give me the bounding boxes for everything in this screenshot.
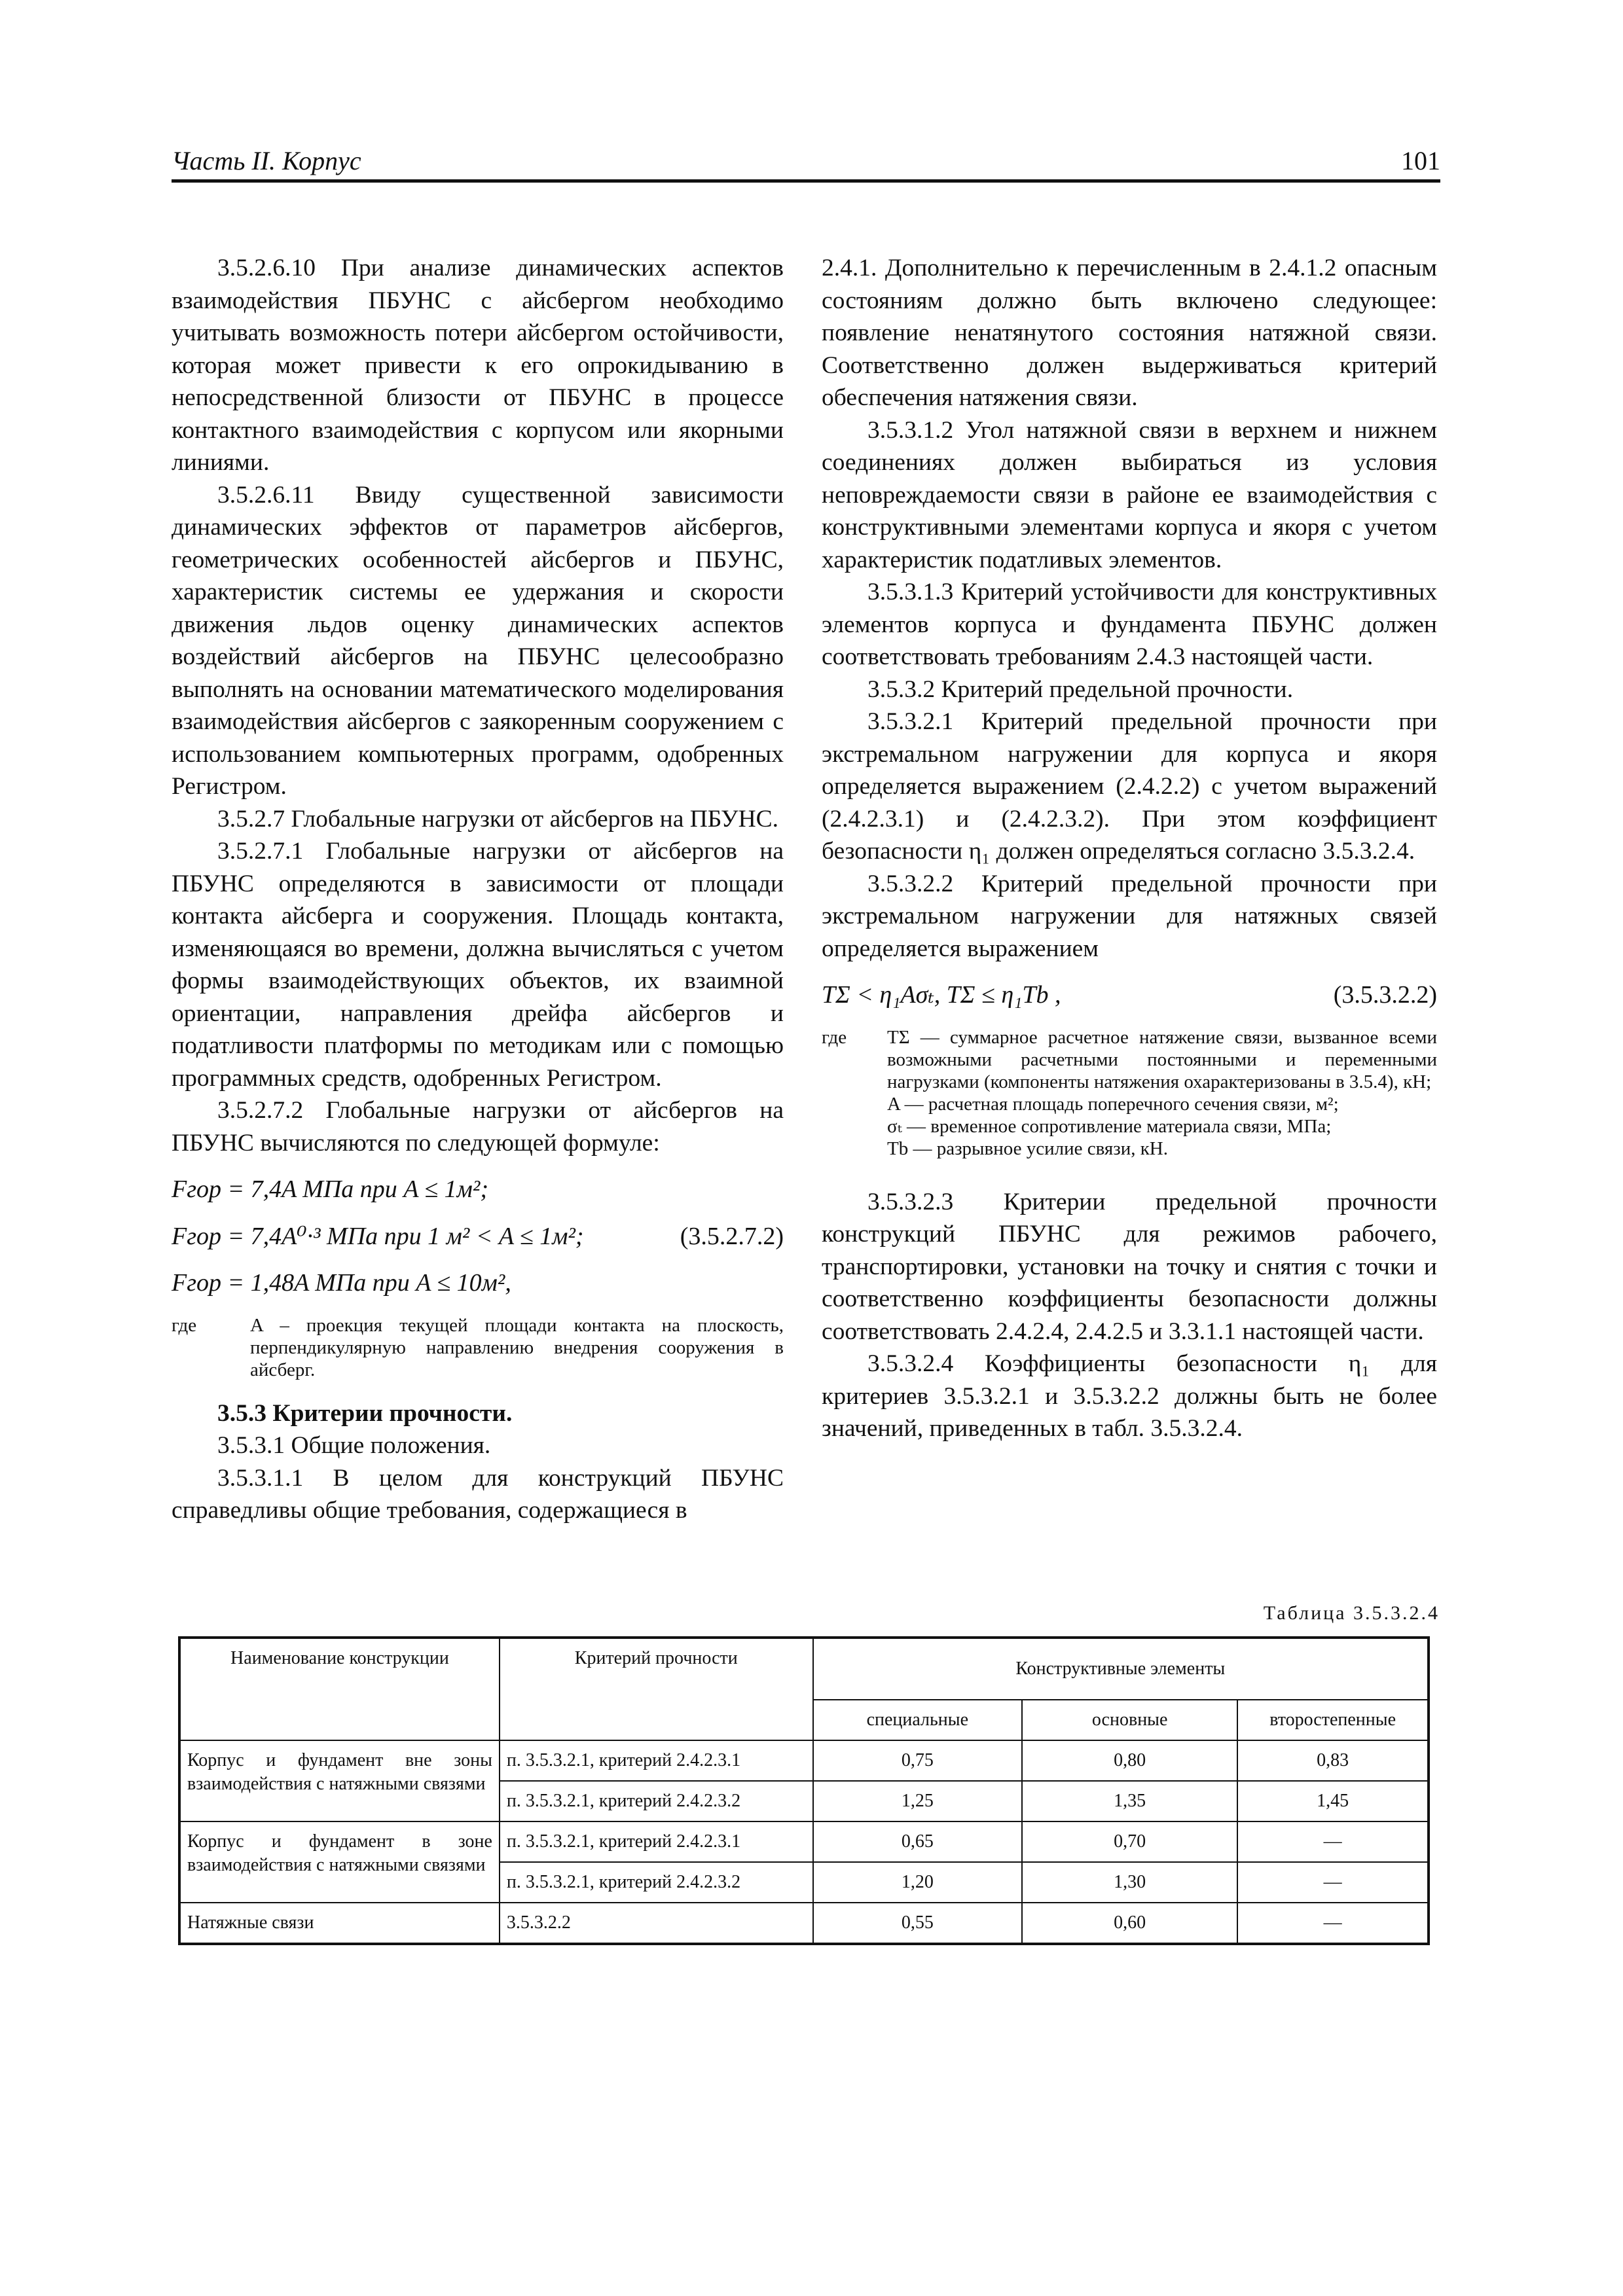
paragraph: 3.5.2.7.1 Глобальные нагрузки от айсбергов на ПБУНС определяются в зависимости от площади контакта айсберга и сооружения. Площадь контакта, изменяющаяся во времени, должна вычисляться с учетом формы взаимодействующих объектов, их взаимной ориентации, направления дрейфа айсбергов и податливости платформы по методикам или с помощью программных средств, одобренных Регистром. <box>172 838 784 1092</box>
table-cell: 1,45 <box>1237 1781 1429 1821</box>
table-cell: — <box>1237 1862 1429 1903</box>
table-cell: п. 3.5.3.2.1, критерий 2.4.2.3.2 <box>500 1781 813 1821</box>
safety-factor-table <box>178 1636 1430 1945</box>
formula: TΣ < η₁Aσₜ, TΣ ≤ η₁Tb , <box>822 981 1061 1009</box>
column-header: второстепенные <box>1237 1700 1429 1740</box>
definition: Tb — разрывное усилие связи, кН. <box>887 1138 1168 1159</box>
left-column <box>172 252 784 1527</box>
definition-row <box>822 1026 1437 1093</box>
section-heading: 3.5.3 Критерии прочности. <box>217 1399 513 1427</box>
right-column <box>822 252 1437 1445</box>
table-cell: — <box>1237 1821 1429 1862</box>
section-heading: 3.5.2.7 Глобальные нагрузки от айсбергов на ПБУНС. <box>217 805 779 833</box>
formula: Fгор = 7,4A МПа при A ≤ 1м²; <box>172 1175 488 1203</box>
table-row <box>179 1821 1429 1862</box>
paragraph: 3.5.3.2.4 Коэффициенты безопасности η₁ для критериев 3.5.3.2.1 и 3.5.3.2.2 должны быть не более значений, приведенных в табл. 3.5.3.2.4. <box>822 1350 1437 1442</box>
column-header: Конструктивные элементы <box>813 1638 1429 1700</box>
formula-line <box>172 1267 784 1300</box>
table-cell: п. 3.5.3.2.1, критерий 2.4.2.3.1 <box>500 1821 813 1862</box>
paragraph: 3.5.3.2.2 Критерий предельной прочности при экстремальном нагружении для натяжных связей определяется выражением <box>822 870 1437 962</box>
formula-line <box>822 979 1437 1012</box>
table-cell: 1,25 <box>813 1781 1022 1821</box>
table-cell: 0,60 <box>1022 1903 1237 1944</box>
table-row <box>179 1903 1429 1944</box>
table-cell: 1,30 <box>1022 1862 1237 1903</box>
table-cell: 0,83 <box>1237 1740 1429 1781</box>
column-header: специальные <box>813 1700 1022 1740</box>
where-block <box>172 1314 784 1381</box>
table-cell: Корпус и фундамент вне зоны взаимодействия с натяжными связями <box>179 1740 500 1821</box>
paragraph: 2.4.1. Дополнительно к перечисленным в 2.4.1.2 опасным состояниям должно быть включено следующее: появление ненатянутого состояния натяжной связи. Соответственно должен выдерживаться критерий обеспечения натяжения связи. <box>822 255 1437 411</box>
formula: Fгор = 1,48A МПа при A ≤ 10м², <box>172 1269 511 1297</box>
table-cell: 1,20 <box>813 1862 1022 1903</box>
section-heading: 3.5.3.2 Критерий предельной прочности. <box>867 675 1294 703</box>
running-title: Часть II. Корпус <box>172 146 361 175</box>
formula-number: (3.5.2.7.2) <box>680 1222 784 1250</box>
paragraph: 3.5.3.1.3 Критерий устойчивости для конструктивных элементов корпуса и фундамента ПБУНС должен соответствовать требованиям 2.4.3 настоящей части. <box>822 579 1437 670</box>
table-caption: Таблица 3.5.3.2.4 <box>1263 1602 1440 1624</box>
column-header: основные <box>1022 1700 1237 1740</box>
table-cell: 0,75 <box>813 1740 1022 1781</box>
definition: TΣ — суммарное расчетное натяжение связи, вызванное всеми возможными расчетными постоянными и переменными нагрузками (компоненты натяжения охарактеризованы в 3.5.4), кН; <box>887 1026 1437 1092</box>
table-cell: 0,80 <box>1022 1740 1237 1781</box>
definition-row <box>822 1115 1437 1138</box>
table-cell: 3.5.3.2.2 <box>500 1903 813 1944</box>
formula-number: (3.5.3.2.2) <box>1333 981 1437 1009</box>
paragraph: 3.5.3.1.2 Угол натяжной связи в верхнем и нижнем соединениях должен выбираться из условия неповреждаемости связи в районе ее взаимодействия с конструктивными элементами корпуса и якоря с учетом характеристик податливых элементов. <box>822 416 1437 573</box>
page-header <box>172 145 1440 183</box>
paragraph: 3.5.2.7.2 Глобальные нагрузки от айсбергов на ПБУНС вычисляются по следующей формуле: <box>172 1097 784 1157</box>
table-cell: 0,70 <box>1022 1821 1237 1862</box>
column-header: Наименование конструкции <box>179 1638 500 1740</box>
table-row <box>179 1740 1429 1781</box>
paragraph: 3.5.3.1.1 В целом для конструкций ПБУНС справедливы общие требования, содержащиеся в <box>172 1464 784 1524</box>
table-cell: 0,65 <box>813 1821 1022 1862</box>
where-label: где <box>822 1026 847 1048</box>
paragraph: 3.5.2.6.11 Ввиду существенной зависимости динамических эффектов от параметров айсбергов, геометрических особенностей айсбергов и ПБУНС, характеристик системы ее удержания и скорости движения льдов оценку динамических аспектов воздействий айсбергов на ПБУНС целесообразно выполнять на основании математического моделирования взаимодействия айсбергов с заякоренным сооружением с использованием компьютерных программ, одобренных Регистром. <box>172 481 784 800</box>
where-definition: A – проекция текущей площади контакта на плоскость, перпендикулярную направлению внедрения сооружения в айсберг. <box>250 1314 784 1380</box>
paragraph: 3.5.3.2.3 Критерии предельной прочности конструкций ПБУНС для режимов рабочего, транспортировки, установки на точку и снятия с точки и соответственно коэффициенты безопасности должны соответствовать 2.4.2.4, 2.4.2.5 и 3.3.1.1 настоящей части. <box>822 1188 1437 1345</box>
paragraph: 3.5.3.2.1 Критерий предельной прочности при экстремальном нагружении для корпуса и якоря определяется выражением (2.4.2.2) с учетом выражений (2.4.2.3.1) и (2.4.2.3.2). При этом коэффициент безопасности η₁ должен определяться согласно 3.5.3.2.4. <box>822 708 1437 865</box>
formula-line <box>172 1221 784 1253</box>
definition-row <box>822 1138 1437 1160</box>
column-header: Критерий прочности <box>500 1638 813 1740</box>
table-cell: 0,55 <box>813 1903 1022 1944</box>
definitions-block <box>822 1026 1437 1160</box>
paragraph: 3.5.2.6.10 При анализе динамических аспектов взаимодействия ПБУНС с айсбергом необходимо учитывать возможность потери айсбергом остойчивости, которая может привести к его опрокидыванию в непосредственной близости от ПБУНС в процессе контактного взаимодействия с корпусом или якорными линиями. <box>172 255 784 476</box>
table-cell: — <box>1237 1903 1429 1944</box>
where-label: где <box>172 1314 197 1336</box>
table-cell: п. 3.5.3.2.1, критерий 2.4.2.3.2 <box>500 1862 813 1903</box>
table-cell: Натяжные связи <box>179 1903 500 1944</box>
formula: Fгор = 7,4A⁰·³ МПа при 1 м² < A ≤ 1м²; <box>172 1222 584 1250</box>
definition: σₜ — временное сопротивление материала связи, МПа; <box>887 1115 1332 1137</box>
table-cell: п. 3.5.3.2.1, критерий 2.4.2.3.1 <box>500 1740 813 1781</box>
table-cell: 1,35 <box>1022 1781 1237 1821</box>
section-heading: 3.5.3.1 Общие положения. <box>217 1432 491 1459</box>
table-cell: Корпус и фундамент в зоне взаимодействия с натяжными связями <box>179 1821 500 1903</box>
definition: A — расчетная площадь поперечного сечения связи, м²; <box>887 1093 1339 1115</box>
formula-line <box>172 1174 784 1206</box>
definition-row <box>822 1093 1437 1115</box>
page-number: 101 <box>1401 146 1440 175</box>
table-header-row <box>179 1638 1429 1700</box>
